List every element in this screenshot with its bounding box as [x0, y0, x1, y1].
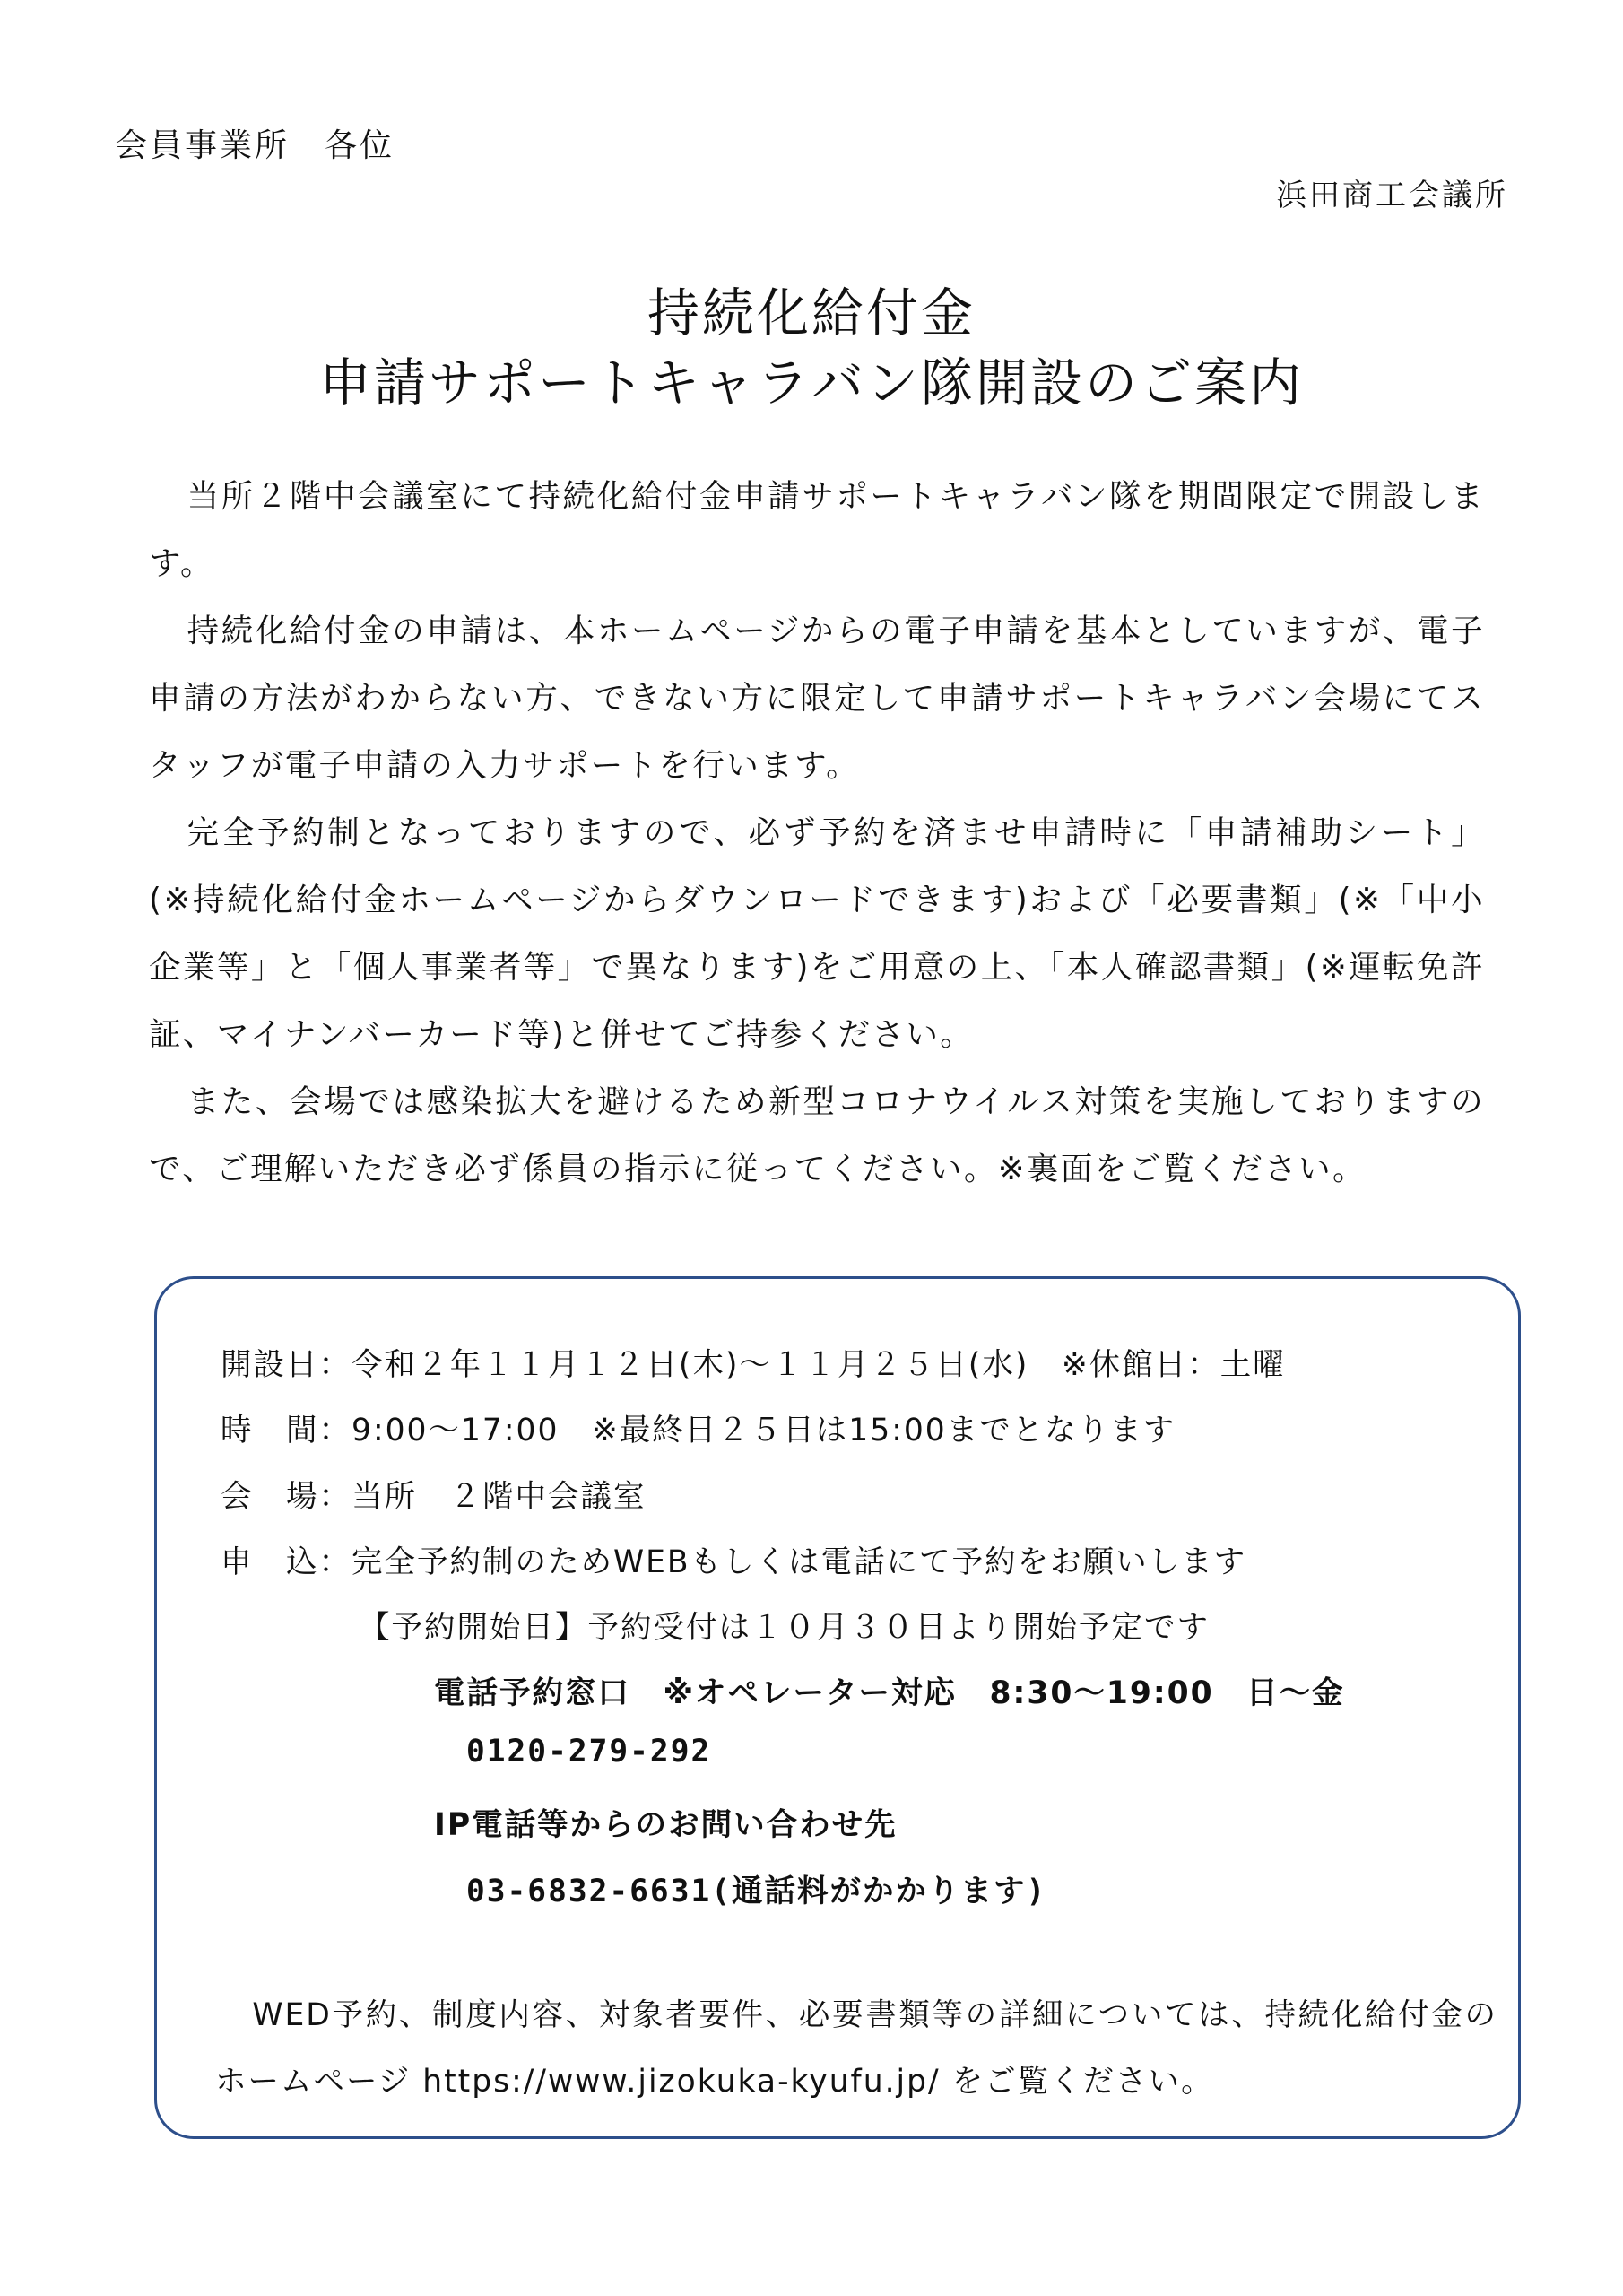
- closing-note: WED予約、制度内容、対象者要件、必要書類等の詳細については、持続化給付金のホームページ https://www.jizokuka-kyufu.jp/ をご覧ください。: [215, 1997, 1497, 2100]
- page-title-line-2: 申請サポートキャラバン隊開設のご案内: [318, 352, 1304, 413]
- info-reservation-start: 【予約開始日】予約受付は１０月３０日より開始予定です: [359, 1610, 1210, 1646]
- sender-name: 浜田商工会議所: [1276, 178, 1508, 213]
- phone-reservation-label: 電話予約窓口 ※オペレーター対応 8:30～19:00 日～金: [434, 1675, 1345, 1711]
- ip-phone-number: 03-6832-6631(通話料がかかります): [466, 1874, 1047, 1909]
- info-venue: 会 場：当所 ２階中会議室: [221, 1479, 647, 1515]
- body-paragraph-3: 完全予約制となっておりますので、必ず予約を済ませ申請時に「申請補助シート」(※持続化給付金ホームページからダウンロードできます)および「必要書類」(※「中小企業等」と「個人事業者等」で異なります)をご用意の上、「本人確認書類」(※運転免許証、マイナンバーカード等)と併せてご持参ください。: [149, 814, 1485, 1053]
- info-date: 開設日：令和２年１１月１２日(木)～１１月２５日(水) ※休館日：土曜: [221, 1347, 1286, 1383]
- body-paragraph-1: 当所２階中会議室にて持続化給付金申請サポートキャラバン隊を期間限定で開設します。: [149, 478, 1485, 582]
- phone-number: 0120-279-292: [466, 1734, 712, 1770]
- body-paragraph-4: また、会場では感染拡大を避けるため新型コロナウイルス対策を実施しておりますので、ご理解いただき必ず係員の指示に従ってください。※裏面をご覧ください。: [149, 1083, 1485, 1187]
- recipient-line: 会員事業所 各位: [115, 127, 395, 164]
- info-apply: 申 込：完全予約制のためWEBもしくは電話にて予約をお願いします: [221, 1544, 1247, 1580]
- ip-phone-label: IP電話等からのお問い合わせ先: [434, 1807, 898, 1843]
- info-time: 時 間：9:00～17:00 ※最終日２５日は15:00までとなります: [221, 1413, 1176, 1448]
- page-title-line-1: 持続化給付金: [647, 283, 976, 344]
- body-paragraph-2: 持続化給付金の申請は、本ホームページからの電子申請を基本としていますが、電子申請の方法がわからない方、できない方に限定して申請サポートキャラバン会場にてスタッフが電子申請の入力サポートを行います。: [149, 613, 1485, 784]
